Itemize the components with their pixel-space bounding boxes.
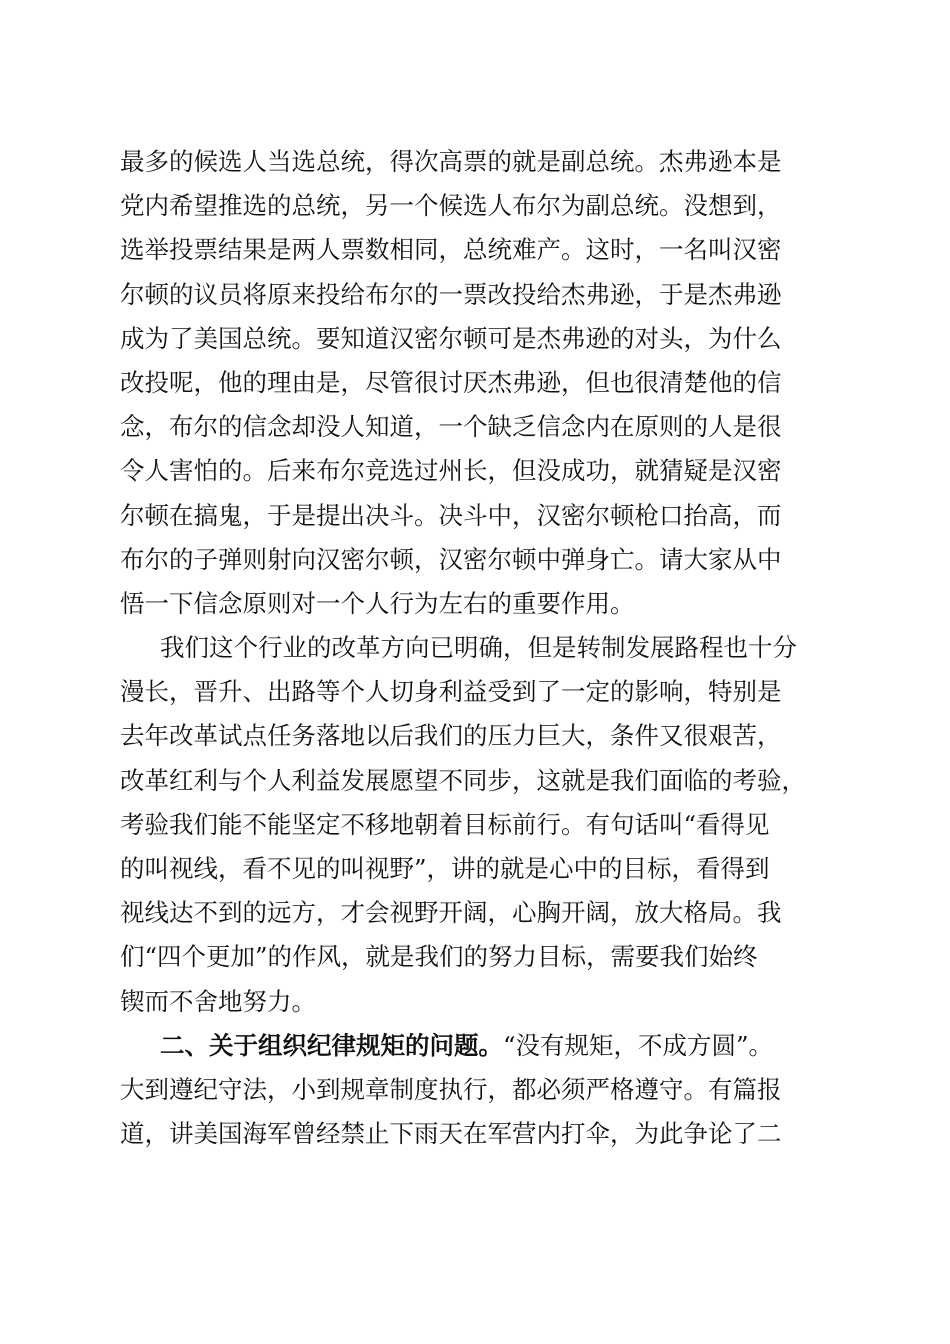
text-line: 悟一下信念原则对一个人行为左右的重要作用。: [120, 588, 635, 618]
text-line: 去年改革试点任务落地以后我们的压力巨大，条件又很艰苦，: [120, 721, 782, 751]
text-line: 考验我们能不能坚定不移地朝着目标前行。有句话叫“看得见: [120, 809, 770, 839]
text-line: 视线达不到的远方，才会视野开阔，心胸开阔，放大格局。我: [120, 898, 782, 928]
text-line: 布尔的子弹则射向汉密尔顿，汉密尔顿中弹身亡。请大家从中: [120, 544, 782, 574]
paragraph-start-line: 我们这个行业的改革方向已明确，但是转制发展路程也十分: [160, 633, 797, 663]
text-line: 成为了美国总统。要知道汉密尔顿可是杰弗逊的对头，为什么: [120, 323, 782, 353]
section-heading-tail: “没有规矩，不成方圆”。: [503, 1030, 774, 1060]
text-line: 的叫视线，看不见的叫视野”，讲的就是心中的目标，看得到: [120, 854, 770, 883]
text-line: 大到遵纪守法，小到规章制度执行，都必须严格遵守。有篇报: [120, 1074, 782, 1104]
text-line: 道，讲美国海军曾经禁止下雨天在军营内打伞，为此争论了二: [120, 1119, 782, 1149]
text-line: 漫长，晋升、出路等个人切身利益受到了一定的影响，特别是: [120, 677, 782, 707]
text-line: 党内希望推选的总统，另一个候选人布尔为副总统。没想到，: [120, 191, 782, 221]
section-heading-line: [120, 1024, 840, 1068]
text-line: 令人害怕的。后来布尔竞选过州长，但没成功，就猜疑是汉密: [120, 456, 782, 486]
text-line: 尔顿的议员将原来投给布尔的一票改投给杰弗逊，于是杰弗逊: [120, 279, 782, 309]
text-line: 尔顿在搞鬼，于是提出决斗。决斗中，汉密尔顿枪口抬高，而: [120, 500, 782, 530]
text-line: 锲而不舍地努力。: [120, 986, 316, 1016]
body-text: [120, 140, 840, 1156]
text-line: 们“四个更加”的作风，就是我们的努力目标，需要我们始终: [120, 942, 758, 972]
section-heading: 二、关于组织纪律规矩的问题。: [160, 1030, 503, 1060]
text-line: 改投呢，他的理由是，尽管很讨厌杰弗逊，但也很清楚他的信: [120, 367, 782, 397]
text-line: 念，布尔的信念却没人知道，一个缺乏信念内在原则的人是很: [120, 412, 782, 442]
text-line: 最多的候选人当选总统，得次高票的就是副总统。杰弗逊本是: [120, 147, 782, 176]
text-line: 改革红利与个人利益发展愿望不同步，这就是我们面临的考验，: [120, 765, 806, 795]
text-line: 选举投票结果是两人票数相同，总统难产。这时，一名叫汉密: [120, 235, 782, 265]
